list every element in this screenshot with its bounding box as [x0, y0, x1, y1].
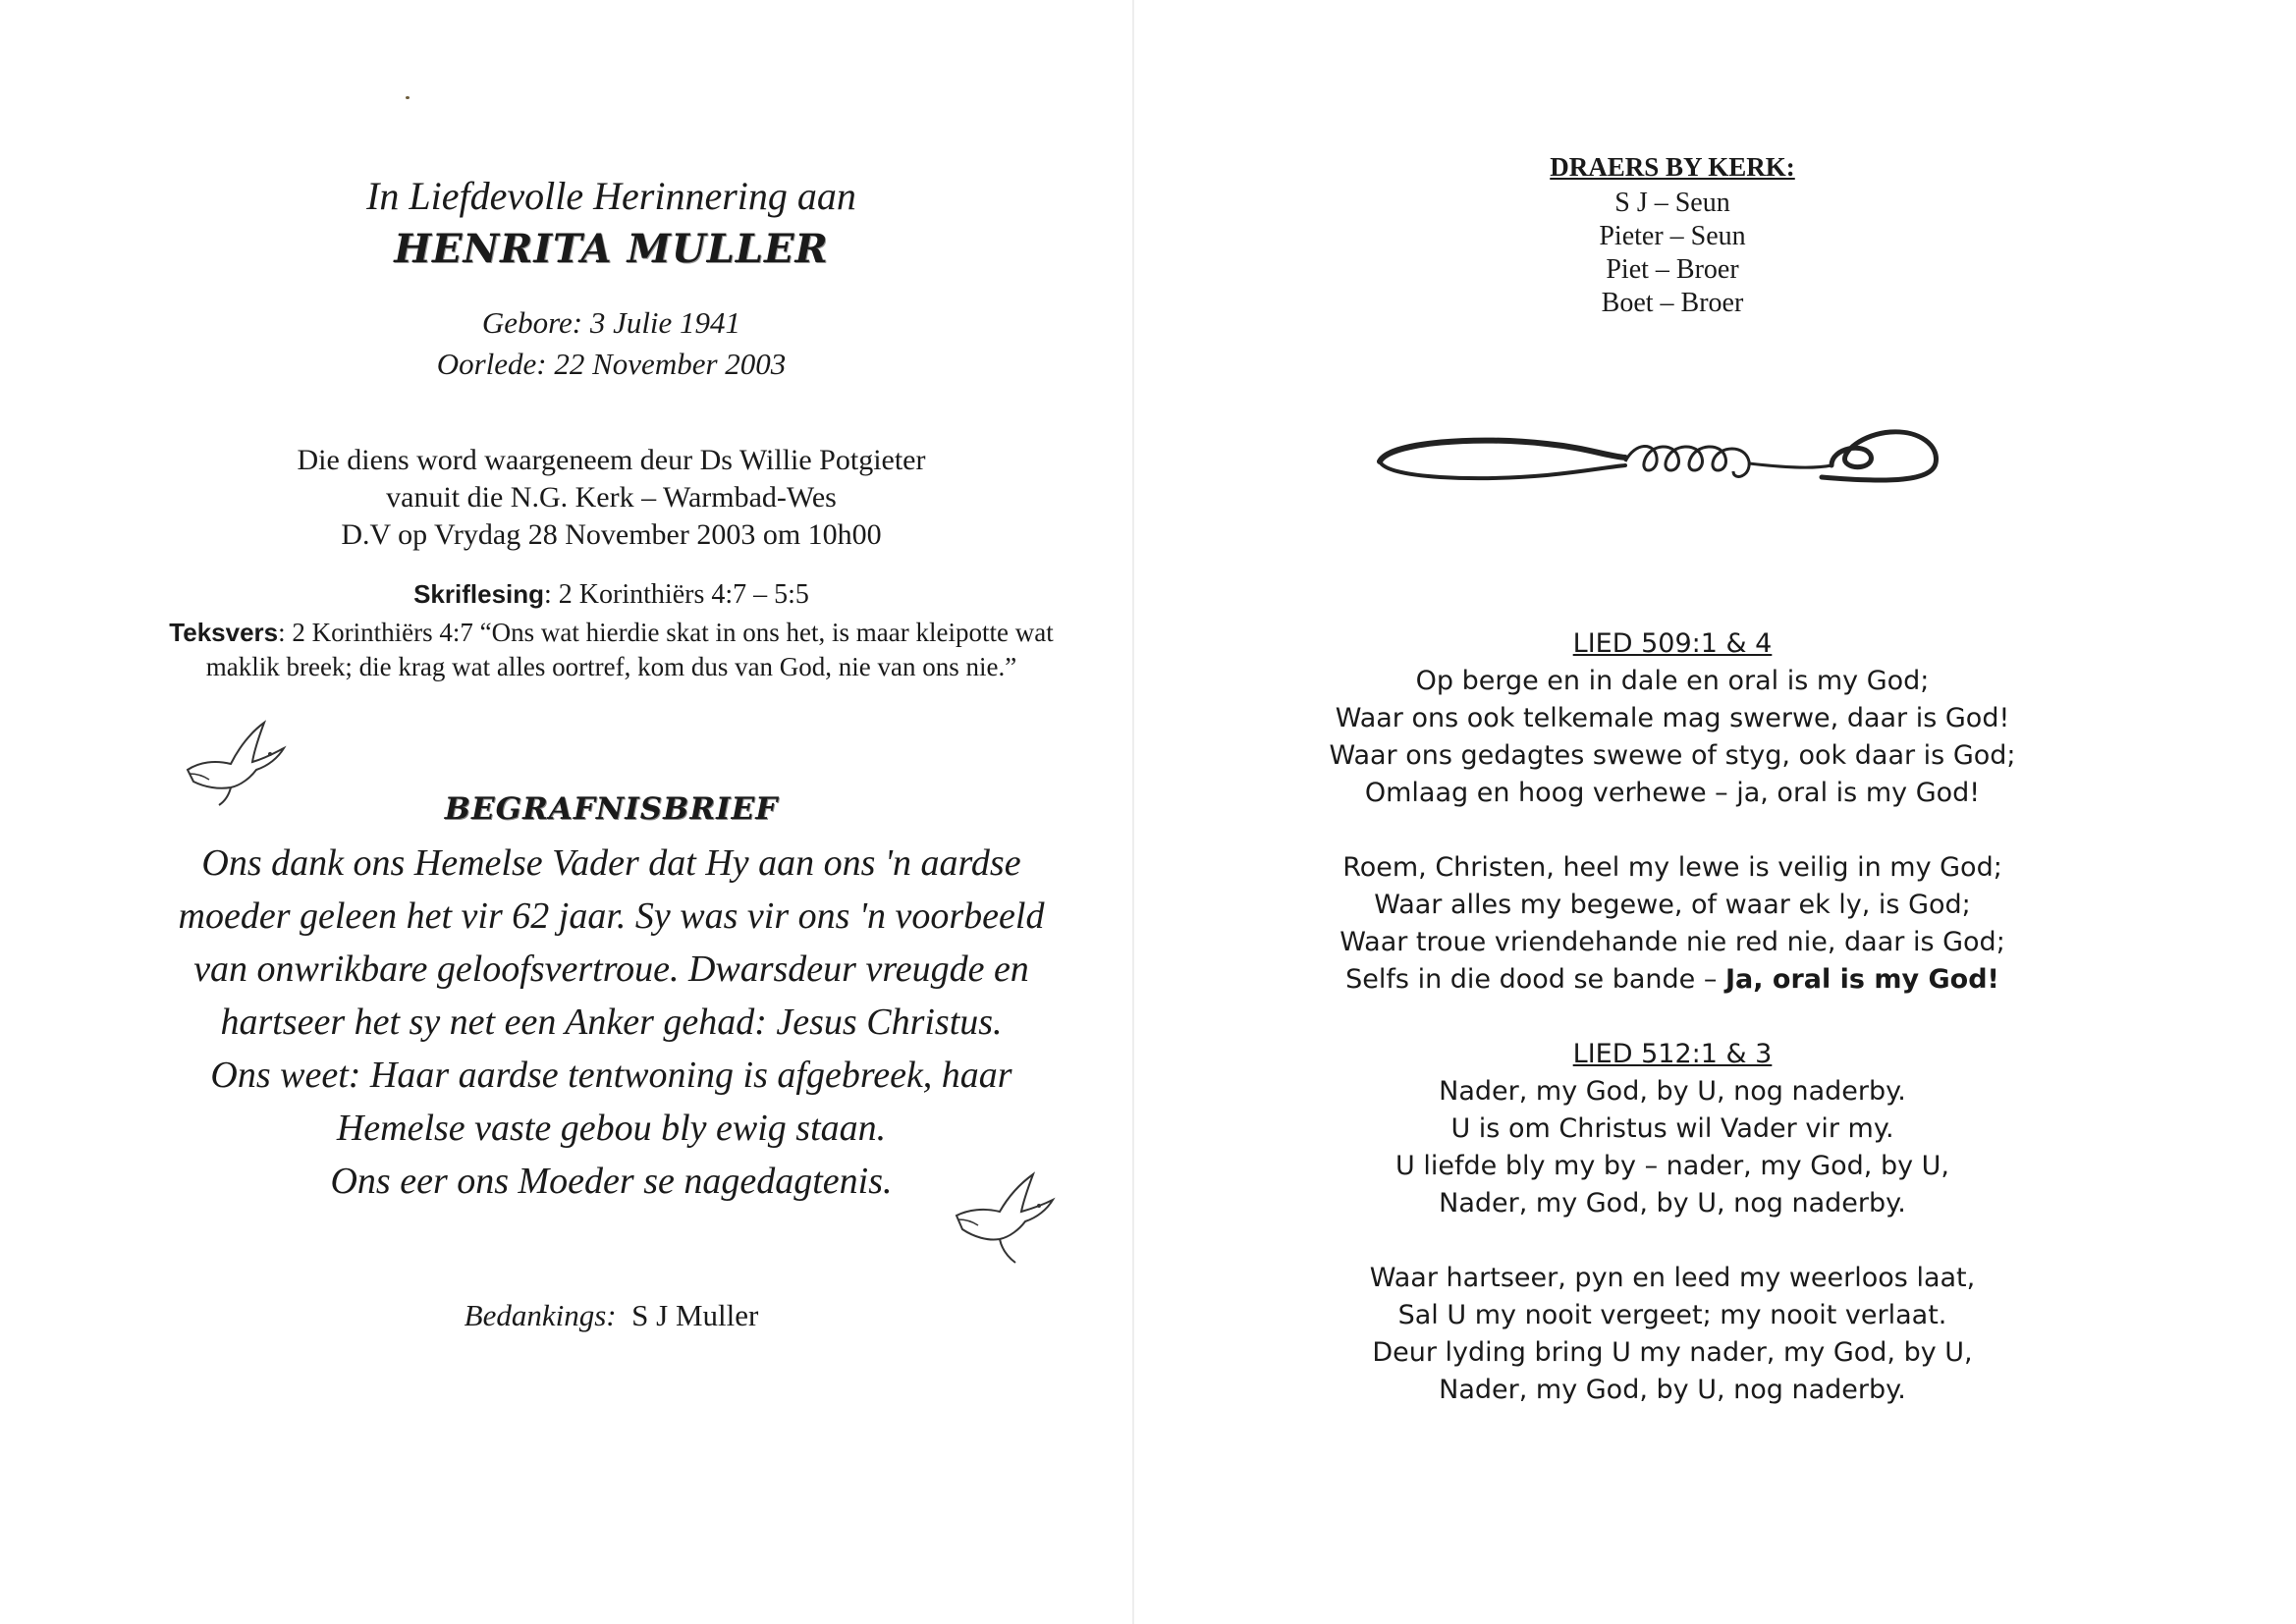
hymn-line: Omlaag en hoog verhewe – ja, oral is my God! [1364, 778, 1981, 808]
service-details [0, 442, 1223, 554]
service-line: D.V op Vrydag 28 November 2003 om 10h00 [341, 518, 882, 551]
letter-title: BEGRAFNISBRIEF [444, 791, 779, 827]
hymn-line: Waar alles my begewe, of waar ek ly, is God; [1374, 890, 1971, 920]
text-verse [157, 616, 1066, 684]
bearer-item: Piet – Broer [1606, 254, 1739, 285]
hymn-line: Nader, my God, by U, nog naderby. [1439, 1375, 1906, 1405]
bearer-item: Boet – Broer [1601, 288, 1744, 318]
memory-heading: In Liefdevolle Herinnering aan [366, 174, 856, 218]
hymn-line-plain: Selfs in die dood se bande – [1345, 964, 1725, 995]
hymn-line: Sal U my nooit vergeet; my nooit verlaat. [1397, 1300, 1947, 1330]
dove-icon [951, 1166, 1059, 1265]
hymn-line: Waar troue vriendehande nie red nie, daar is God; [1339, 927, 2005, 957]
letter-line: moeder geleen het vir 62 jaar. Sy was vir ons 'n voorbeeld [178, 895, 1045, 937]
scripture-reading [0, 579, 1223, 611]
acknowledgements [0, 1298, 1223, 1333]
flourish-ornament-icon [1360, 422, 1949, 506]
service-line: vanuit die N.G. Kerk – Warmbad-Wes [386, 481, 837, 514]
letter-line: Hemelse vaste gebou bly ewig staan. [336, 1108, 887, 1149]
verse-spacer [1134, 1222, 2211, 1260]
verse-label: Teksvers [169, 618, 279, 647]
thanks-label: Bedankings: [464, 1298, 617, 1332]
hymn-line [1134, 961, 2211, 999]
letter-line: hartseer het sy net een Anker gehad: Jesus Christus. [220, 1001, 1003, 1043]
hymn-line: Waar ons gedagtes swewe of styg, ook daar is God; [1329, 740, 2016, 771]
hymn-line: U liefde bly my by – nader, my God, by U, [1395, 1151, 1949, 1181]
hymn-line: Op berge en in dale en oral is my God; [1415, 666, 1930, 696]
left-page [0, 0, 1134, 1624]
funeral-letter [118, 837, 1105, 1208]
bearer-item: Pieter – Seun [1599, 221, 1746, 251]
hymn-line: Deur lyding bring U my nader, my God, by U, [1372, 1337, 1973, 1368]
bearers-title: DRAERS BY KERK: [1550, 152, 1795, 182]
bearers-list [1134, 187, 2211, 320]
verse-spacer [1134, 812, 2211, 849]
verse-value: : 2 Korinthiërs 4:7 “Ons wat hierdie skat in ons het, is maar kleipotte wat maklik breek; die krag wat alles oortref, kom dus van God, nie van ons nie.” [205, 618, 1054, 681]
hymn-line: Waar ons ook telkemale mag swerwe, daar is God! [1335, 703, 2010, 733]
thanks-name: S J Muller [631, 1298, 759, 1332]
hymn-line: Waar hartseer, pyn en leed my weerloos laat, [1369, 1263, 1976, 1293]
hymn-509 [1134, 628, 2211, 999]
letter-line: Ons eer ons Moeder se nagedagtenis. [330, 1161, 893, 1202]
hymn-512 [1134, 1039, 2211, 1409]
hymn-title: LIED 509:1 & 4 [1572, 628, 1773, 659]
hymn-line-bold: Ja, oral is my God! [1724, 964, 1999, 995]
letter-line: Ons weet: Haar aardse tentwoning is afgebreek, haar [210, 1055, 1012, 1096]
deceased-name: HENRITA MULLER [394, 226, 829, 272]
reading-value: : 2 Korinthiërs 4:7 – 5:5 [544, 579, 809, 610]
hymn-title: LIED 512:1 & 3 [1572, 1039, 1773, 1069]
letter-line: van onwrikbare geloofsvertroue. Dwarsdeur vreugde en [193, 948, 1029, 990]
hymn-line: U is om Christus wil Vader vir my. [1450, 1113, 1894, 1144]
death-date: Oorlede: 22 November 2003 [436, 347, 787, 381]
hymn-line: Roem, Christen, heel my lewe is veilig in my God; [1342, 852, 2002, 883]
hymn-line: Nader, my God, by U, nog naderby. [1439, 1076, 1906, 1107]
paper-speck [406, 96, 410, 99]
hymn-line: Nader, my God, by U, nog naderby. [1439, 1188, 1906, 1218]
reading-label: Skriflesing [413, 579, 545, 609]
letter-line: Ons dank ons Hemelse Vader dat Hy aan ons 'n aardse [201, 842, 1021, 884]
dates-block [0, 302, 1223, 385]
bearer-item: S J – Seun [1614, 188, 1730, 218]
birth-date: Gebore: 3 Julie 1941 [481, 305, 741, 340]
right-page [1134, 0, 2296, 1624]
service-line: Die diens word waargeneem deur Ds Willie Potgieter [297, 444, 926, 476]
